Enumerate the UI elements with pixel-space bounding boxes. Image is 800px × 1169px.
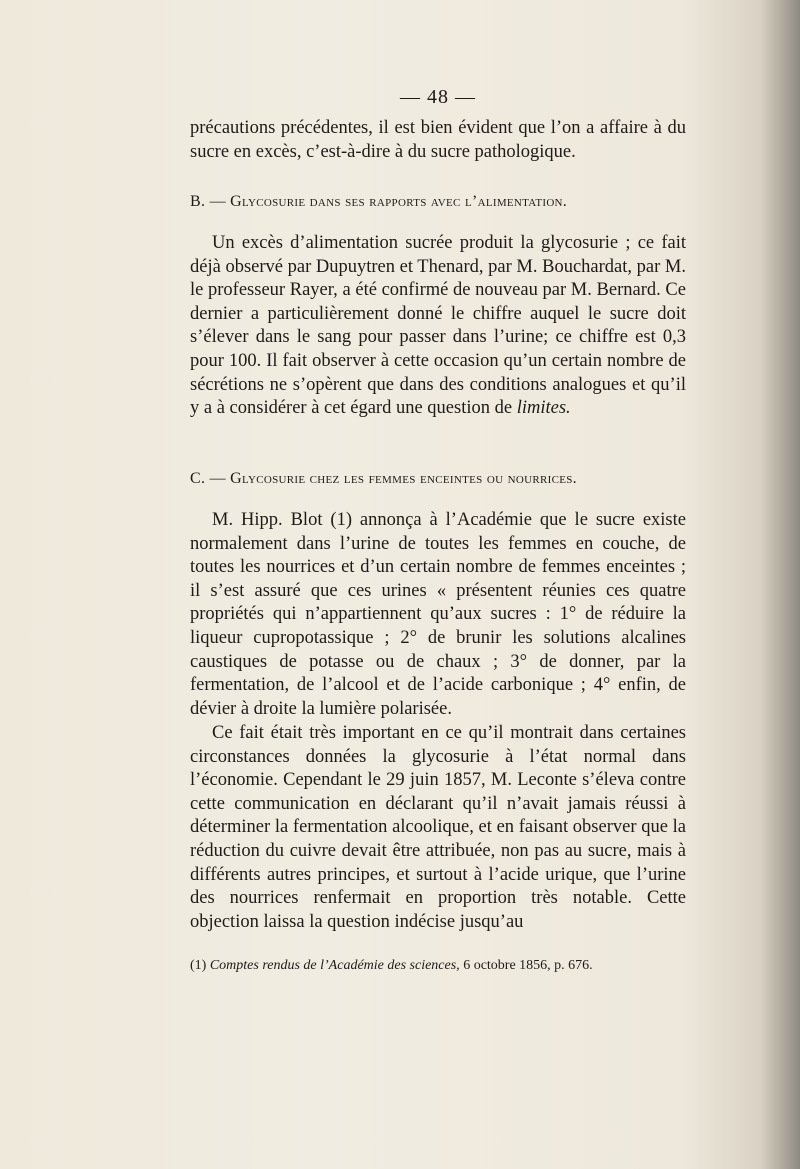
limites-emphasis: limites. — [516, 398, 571, 419]
footnote-details: 6 octobre 1856, p. 676. — [463, 958, 593, 973]
section-c-paragraph-2: Ce fait était très important en ce qu’il montrait dans certaines circonstances données la glycosurie à l’état normal dans l’économie. Cependant le 29 juin 1857, M. Leconte s’éleva contre cette communication en déclarant qu’il n’avait jamais réussi à déterminer la fermentation alcoolique, et en faisant observer que la réduction du cuivre devait être attribuée, non pas au sucre, mais à différents autres principes, et surtout à l’acide urique, que l’urine des nourrices renfermait en proportion très notable. Cette objection laissa la question indécise jusqu’au — [190, 723, 686, 932]
section-c-heading: C. — Glycosurie chez les femmes enceintes ou nourrices. — [190, 470, 577, 487]
section-b-heading: B. — Glycosurie dans ses rapports avec l’alimentation. — [190, 193, 568, 210]
footnote-marker: (1) — [190, 958, 207, 973]
footnote-source: Comptes rendus de l’Académie des sciences, — [209, 958, 460, 973]
section-c-paragraph-1: M. Hipp. Blot (1) annonça à l’Académie que le sucre existe normalement dans l’urine de toutes les femmes en couche, de toutes les nourrices et d’un certain nombre de femmes enceintes ; il s’est assuré que ces urines « présentent réunies ces quatre propriétés qui n’appartiennent qu’aux sucres : 1° de réduire la liqueur cupropotassique ; 2° de brunir les solutions alcalines caustiques de potasse ou de chaux ; 3° de donner, par la fermentation, de l’alcool et de l’acide carbonique ; 4° enfin, de dévier à droite la lumière polarisée. — [190, 510, 686, 719]
section-b-body-text: Un excès d’alimentation sucrée produit la glycosurie ; ce fait déjà observé par Dupuytren et Thenard, par M. Bouchardat, par M. le professeur Rayer, a été confirmé de nouveau par M. Bernard. Ce dernier a particulièrement donné le chiffre auquel le sucre doit s’élever dans le sang pour passer dans l’urine; ce chiffre est 0,3 pour 100. Il fait observer à cette occasion qu’un certain nombre de sécrétions ne s’opèrent que dans des conditions analogues et qu’il y a à considérer à cet égard une question de — [190, 233, 686, 419]
page-number: — 48 — — [400, 86, 476, 108]
footnote — [190, 957, 686, 975]
intro-paragraph: précautions précédentes, il est bien évident que l’on a affaire à du sucre en excès, c’est-à-dire à du sucre pathologique. — [190, 118, 686, 162]
section-b-paragraph — [190, 232, 686, 421]
